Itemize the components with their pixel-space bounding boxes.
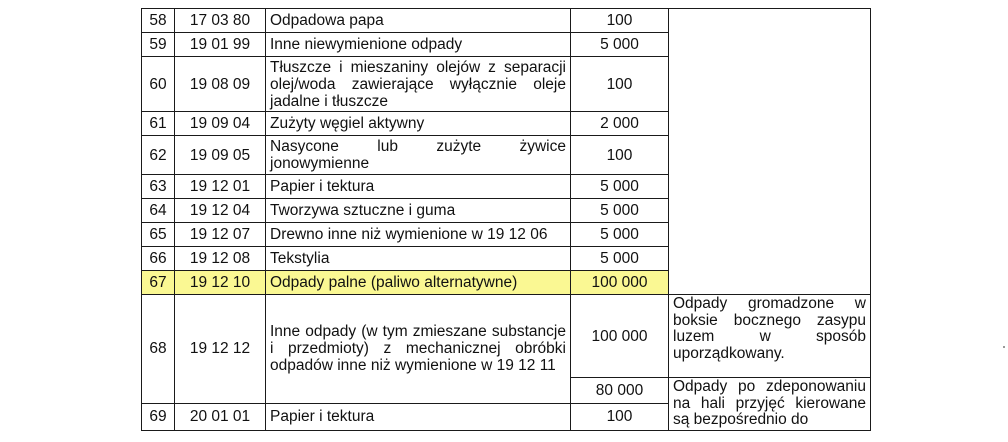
waste-quantity: 5 000 [571,33,669,57]
waste-code: 20 01 01 [175,403,266,430]
waste-quantity: 100 000 [571,271,669,295]
waste-name: Odpadowa papa [266,9,571,33]
row-number: 66 [142,247,175,271]
row-number: 67 [142,271,175,295]
waste-quantity: 100 [571,57,669,112]
waste-quantity: 100 [571,9,669,33]
row-number: 64 [142,199,175,223]
waste-code: 19 12 08 [175,247,266,271]
waste-code: 19 08 09 [175,57,266,112]
waste-code: 19 12 04 [175,199,266,223]
row-number: 68 [142,295,175,404]
remarks-empty [669,9,871,295]
row-number: 63 [142,175,175,199]
row-number: 65 [142,223,175,247]
remarks: Odpady po zdeponowaniu na hali przyjęć kierowane są bezpośrednio do [669,378,871,431]
table-row [142,9,871,33]
waste-code: 19 12 01 [175,175,266,199]
remarks: Odpady gromadzone w boksie bocznego zasypu luzem w sposób uporządkowany. [669,295,871,378]
waste-quantity: 100 [571,403,669,430]
waste-name: Inne niewymienione odpady [266,33,571,57]
table-row [142,295,871,378]
waste-name: Tłuszcze i mieszaniny olejów z separacji olej/woda zawierające wyłącznie oleje jadalne i tłuszcze [266,57,571,112]
row-number: 61 [142,112,175,136]
waste-name: Zużyty węgiel aktywny [266,112,571,136]
waste-quantity: 5 000 [571,175,669,199]
waste-name: Tworzywa sztuczne i guma [266,199,571,223]
waste-name: Papier i tektura [266,175,571,199]
waste-name: Papier i tektura [266,403,571,430]
scan-speck [1003,346,1005,348]
waste-code: 19 09 04 [175,112,266,136]
waste-name: Odpady palne (paliwo alternatywne) [266,271,571,295]
waste-quantity: 5 000 [571,223,669,247]
waste-code: 19 12 10 [175,271,266,295]
row-number: 58 [142,9,175,33]
row-number: 59 [142,33,175,57]
waste-quantity: 5 000 [571,199,669,223]
row-number: 62 [142,136,175,175]
row-number: 60 [142,57,175,112]
waste-name: Drewno inne niż wymienione w 19 12 06 [266,223,571,247]
waste-code: 17 03 80 [175,9,266,33]
waste-quantity: 100 000 [571,295,669,378]
waste-quantity: 2 000 [571,112,669,136]
waste-name: Inne odpady (w tym zmieszane substancje i przedmioty) z mechanicznej obróbki odpadów inne niż wymienione w 19 12 11 [266,295,571,404]
waste-code: 19 12 07 [175,223,266,247]
waste-code: 19 09 05 [175,136,266,175]
waste-quantity: 100 [571,136,669,175]
waste-code: 19 01 99 [175,33,266,57]
waste-quantity: 5 000 [571,247,669,271]
waste-quantity: 80 000 [571,378,669,404]
waste-table [141,8,871,431]
waste-name: Nasycone lub zużyte żywice jonowymienne [266,136,571,175]
waste-code: 19 12 12 [175,295,266,404]
waste-name: Tekstylia [266,247,571,271]
row-number: 69 [142,403,175,430]
